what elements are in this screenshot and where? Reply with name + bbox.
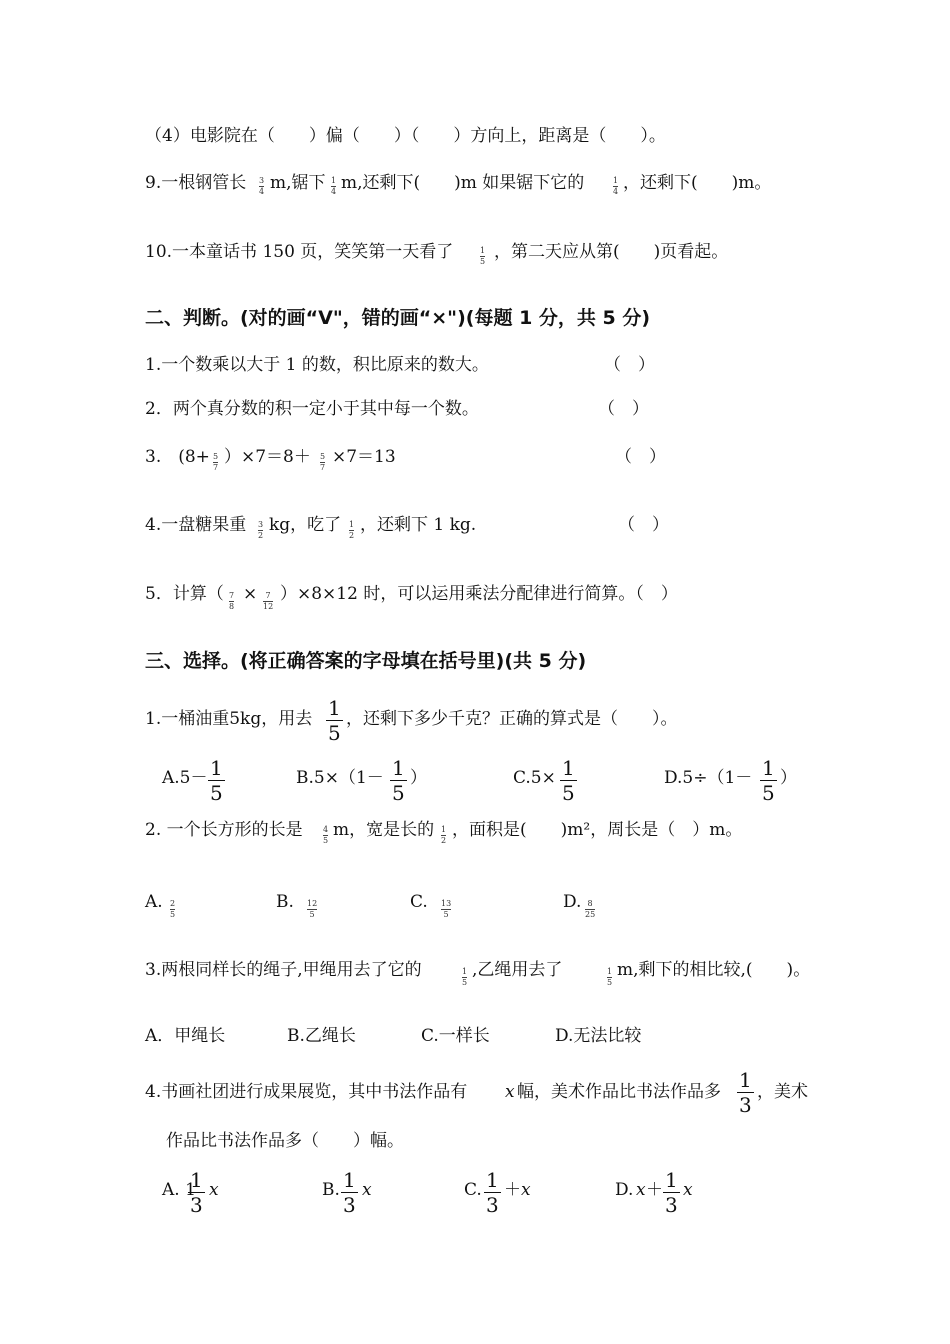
option-b-close: ）	[410, 768, 427, 788]
fraction: 13 5	[441, 899, 452, 919]
question-text: ×	[243, 584, 258, 604]
fraction: 3 2	[258, 520, 264, 540]
option-d[interactable]: D.	[563, 892, 582, 912]
question-text: ）×8×12 时，可以运用乘法分配律进行简算。（ ）	[280, 584, 678, 604]
question-text: 9.一根钢管长	[145, 173, 247, 193]
option-d-close: ）	[780, 768, 797, 788]
question-text: m，宽是长的	[333, 820, 435, 840]
fraction: 8 25	[585, 899, 596, 919]
fraction: 5 7	[320, 452, 326, 472]
answer-paren[interactable]: （ ）	[618, 515, 669, 535]
question-text: ，面积是( )m²，周长是（ ）m。	[452, 820, 743, 840]
fraction: 1 5	[210, 756, 223, 805]
fraction: 1 4	[613, 176, 619, 196]
fraction: 1 4	[331, 176, 337, 196]
option-a[interactable]: A．甲绳长	[145, 1026, 226, 1046]
fraction: 1 5	[607, 967, 613, 987]
variable-x: x	[683, 1180, 693, 1200]
answer-paren[interactable]: （ ）	[598, 399, 649, 419]
fraction: 1 3	[486, 1168, 499, 1217]
section-title: 三、选择。(将正确答案的字母填在括号里)(共 5 分)	[145, 650, 587, 672]
fraction: 5 7	[213, 452, 219, 472]
variable-x: x	[521, 1180, 531, 1200]
question-text: ,乙绳用去了	[472, 960, 563, 980]
option-b[interactable]: B.5×（1－	[296, 768, 384, 788]
fraction: 1 5	[562, 756, 575, 805]
question-text: 2. 一个长方形的长是	[145, 820, 303, 840]
question-text: 幅，美术作品比书法作品多	[517, 1082, 721, 1102]
question-text: ，第二天应从第( )页看起。	[494, 242, 729, 262]
fraction: 12 5	[307, 899, 318, 919]
question-text: ）×7＝8＋	[224, 447, 311, 467]
question-text: 作品比书法作品多（ ）幅。	[166, 1131, 404, 1151]
question-text: m,剩下的相比较,( )。	[617, 960, 811, 980]
answer-paren[interactable]: （ ）	[615, 447, 666, 467]
question-text: 10.一本童话书 150 页，笑笑第一天看了	[145, 242, 454, 262]
fraction: 1 5	[762, 756, 775, 805]
question-text: 4.一盘糖果重	[145, 515, 247, 535]
fraction: 1 5	[328, 696, 341, 745]
option-d[interactable]: D.5÷（1－	[664, 768, 753, 788]
option-d[interactable]: D.无法比较	[555, 1026, 642, 1046]
option-c[interactable]: C.5×	[513, 768, 556, 788]
option-b[interactable]: B.	[276, 892, 294, 912]
fraction: 1 5	[480, 246, 486, 266]
option-c[interactable]: C.一样长	[421, 1026, 490, 1046]
variable-x: x	[505, 1082, 515, 1102]
option-d[interactable]: D.	[615, 1180, 634, 1200]
fraction: 2 5	[170, 899, 176, 919]
section-title: 二、判断。(对的画“V"，错的画“×")(每题 1 分，共 5 分)	[145, 307, 651, 329]
question-text: ，还剩下 1 kg.	[360, 515, 477, 535]
fraction: 4 5	[323, 825, 329, 845]
plus-sign: ＋	[646, 1180, 663, 1200]
question-text: 3. (8+	[145, 447, 210, 467]
question-text: 4.书画社团进行成果展览，其中书法作品有	[145, 1082, 468, 1102]
option-c[interactable]: C.	[464, 1180, 482, 1200]
fraction: 1 3	[190, 1168, 203, 1217]
answer-paren[interactable]: （ ）	[604, 355, 655, 375]
fraction: 1 2	[349, 520, 355, 540]
question-text: 3.两根同样长的绳子,甲绳用去了它的	[145, 960, 422, 980]
question-text: （4）电影院在（ ）偏（ ）（ ）方向上，距离是（ ）。	[145, 126, 666, 146]
fraction: 1 3	[739, 1068, 752, 1117]
fraction: 1 5	[462, 967, 468, 987]
fraction: 1 3	[343, 1168, 356, 1217]
question-text: m,锯下	[270, 173, 326, 193]
variable-x: x	[209, 1180, 219, 1200]
variable-x: x	[362, 1180, 372, 1200]
fraction: 1 2	[441, 825, 447, 845]
question-text: 1.一个数乘以大于 1 的数，积比原来的数大。	[145, 355, 489, 375]
question-text: ，还剩下多少千克？正确的算式是（ ）。	[346, 709, 678, 729]
fraction: 7 12	[263, 591, 274, 611]
fraction: 7 8	[229, 591, 235, 611]
option-b[interactable]: B.乙绳长	[287, 1026, 356, 1046]
fraction: 1 5	[392, 756, 405, 805]
question-text: ×7＝13	[332, 447, 396, 467]
question-text: ，美术	[757, 1082, 808, 1102]
question-text: ，还剩下( )m。	[623, 173, 772, 193]
option-c[interactable]: C.	[410, 892, 428, 912]
option-b[interactable]: B.	[322, 1180, 340, 1200]
option-a[interactable]: A.5－	[162, 768, 208, 788]
question-text: 1.一桶油重5kg，用去	[145, 709, 313, 729]
option-a[interactable]: A.	[145, 892, 163, 912]
variable-x: x	[636, 1180, 646, 1200]
fraction: 3 4	[259, 176, 265, 196]
plus-sign: ＋	[504, 1180, 521, 1200]
question-text: kg，吃了	[269, 515, 342, 535]
option-a[interactable]: A. 1	[162, 1180, 196, 1200]
fraction: 1 3	[665, 1168, 678, 1217]
question-text: 5．计算（	[145, 584, 224, 604]
question-text: 2．两个真分数的积一定小于其中每一个数。	[145, 399, 479, 419]
question-text: m,还剩下( )m 如果锯下它的	[341, 173, 585, 193]
